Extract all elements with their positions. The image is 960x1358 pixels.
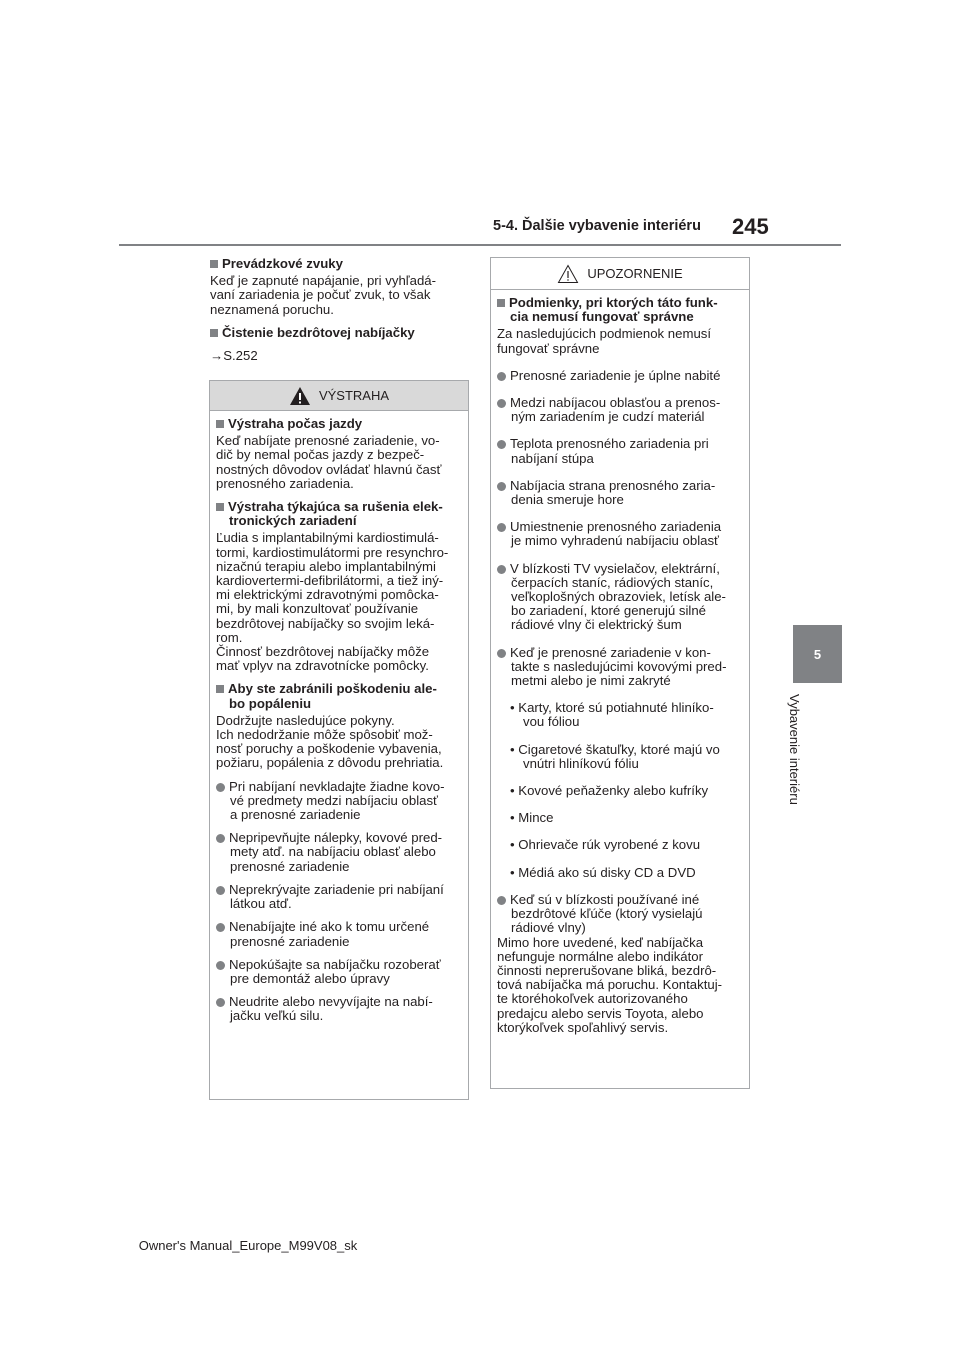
warning-bullet-list [216,780,462,1024]
round-bullet-icon [216,998,225,1007]
round-bullet-icon [216,961,225,970]
sub-list-item: • Ohrievače rúk vyrobené z kovu [510,837,701,853]
condition-bullet-list [497,369,743,688]
round-bullet-icon [497,399,506,408]
round-bullet-icon [497,896,506,905]
square-bullet-icon [216,685,224,693]
heading-damage-warning: Aby ste zabránili poškodeniu ale- bo popáleniu [216,682,462,710]
heading-cleaning: Čistenie bezdrôtovej nabíjačky [210,326,470,340]
list-item: Neudrite alebo nevyvíjajte na nabí- jačku veľkú silu. [216,995,462,1023]
round-bullet-icon [497,482,506,491]
condition-bullet-list-end [497,893,743,936]
heading-driving-warning: Výstraha počas jazdy [216,417,462,431]
paragraph: Dodržujte nasledujúce pokyny. Ich nedodržanie môže spôsobiť mož- nosť poruchy a poškodenie vybavenia, požiaru, popálenia z dôvodu prehriatia. [216,712,444,771]
sub-list-item: • Médiá ako sú disky CD a DVD [510,864,696,880]
square-bullet-icon [216,420,224,428]
list-item: Keď sú v blízkosti používané iné bezdrôtové kľúče (ktorý vysielajú rádiové vlny) [497,893,743,936]
list-item: Pri nabíjaní nevkladajte žiadne kovo- vé predmety medzi nabíjaciu oblasť a prenosné zariadenie [216,780,462,823]
round-bullet-icon [216,923,225,932]
list-item: Nepripevňujte nálepky, kovové pred- mety atď. na nabíjaciu oblasť alebo prenosné zariadenie [216,831,462,874]
round-bullet-icon [497,372,506,381]
sub-list-item: • Kovové peňaženky alebo kufríky [510,783,709,799]
chapter-tab: 5 [793,625,842,683]
list-item: Keď je prenosné zariadenie v kon- takte s nasledujúcimi kovovými pred- metmi alebo je nimi zakryté [497,646,743,689]
heading-interference-warning: Výstraha týkajúca sa rušenia elek- tronických zariadení [216,500,462,528]
warning-triangle-icon [289,386,311,406]
caution-triangle-icon [557,264,579,284]
list-item: Umiestnenie prenosného zariadenia je mimo vyhradenú nabíjaciu oblasť [497,520,743,548]
heading-operating-sounds: Prevádzkové zvuky [210,257,470,271]
header-rule [119,244,841,246]
notice-box [490,257,750,1089]
warning-header: VÝSTRAHA [210,381,468,411]
list-item: Prenosné zariadenie je úplne nabité [497,369,743,383]
page-reference: →S.252 [210,348,258,364]
square-bullet-icon [210,260,218,268]
heading-conditions: Podmienky, pri ktorých táto funk- cia nemusí fungovať správne [497,296,743,324]
list-item: Nabíjacia strana prenosného zaria- denia smeruje hore [497,479,743,507]
square-bullet-icon [210,329,218,337]
paragraph: Keď je zapnuté napájanie, pri vyhľadá- vaní zariadenia je počuť zvuk, to však neznamená poruchu. [210,273,437,317]
sub-list-item: • Cigaretové škatuľky, ktoré majú vo vnútri hliníkovú fóliu [510,741,720,771]
paragraph: Za nasledujúcich podmienok nemusí fungovať správne [497,326,712,356]
round-bullet-icon [216,783,225,792]
round-bullet-icon [497,565,506,574]
warning-box [209,380,469,1100]
chapter-label: Vybavenie interiéru [787,694,802,805]
list-item: Nenabíjajte iné ako k tomu určené prenosné zariadenie [216,920,462,948]
list-item: Nepokúšajte sa nabíjačku rozoberať pre demontáž alebo úpravy [216,958,462,986]
list-item: Teplota prenosného zariadenia pri nabíjaní stúpa [497,437,743,465]
round-bullet-icon [216,834,225,843]
sub-list-item: • Karty, ktoré sú potiahnuté hliníko- vou fóliou [510,700,714,730]
section-title: 5-4. Ďalšie vybavenie interiéru [493,218,701,234]
list-item: Neprekrývajte zariadenie pri nabíjaní látkou atď. [216,883,462,911]
list-item: Medzi nabíjacou oblasťou a prenos- ným zariadením je cudzí materiál [497,396,743,424]
left-column [210,257,470,363]
closing-paragraph: Mimo hore uvedené, keď nabíjačka nefunguje normálne alebo indikátor činnosti neprerušovane bliká, bezdrô- tová nabíjačka má poruchu. Kontaktuj- te ktoréhokoľvek autorizovaného predajcu alebo servis Toyota, alebo ktorýkoľvek spoľahlivý servis. [497,934,723,1035]
notice-header: UPOZORNENIE [491,258,749,290]
round-bullet-icon [497,649,506,658]
list-item: V blízkosti TV vysielačov, elektrární, čerpacích staníc, rádiových staníc, veľkoplošných obrazoviek, letísk ale- bo zariadení, ktoré generujú silné rádiové vlny či elektrický šum [497,562,743,633]
round-bullet-icon [497,523,506,532]
metal-objects-list [497,701,743,880]
sub-list-item: • Mince [510,810,554,826]
paragraph: Ľudia s implantabilnými kardiostimulá- tormi, kardiostimulátormi pre resynchro- nizačnú terapiu alebo implantabilnými kardiovertermi-defibrilátormi, a tiež iný- mi elektrickými zdravotnými pomôcka- mi, by mali konzultovať používanie bezdrôtovej nabíjačky so svojim leká- rom. Činnosť bezdrôtovej nabíjačky môže mať vplyv na zdravotnícke pomôcky. [216,530,449,674]
footer: Owner's Manual_Europe_M99V08_sk [138,1238,358,1253]
page-number: 245 [732,214,769,239]
square-bullet-icon [216,503,224,511]
square-bullet-icon [497,299,505,307]
round-bullet-icon [216,886,225,895]
round-bullet-icon [497,440,506,449]
paragraph: Keď nabíjate prenosné zariadenie, vo- dič by nemal počas jazdy z bezpeč- nostných dôvodov ovládať hlavnú časť prenosného zariadenia. [216,433,442,491]
